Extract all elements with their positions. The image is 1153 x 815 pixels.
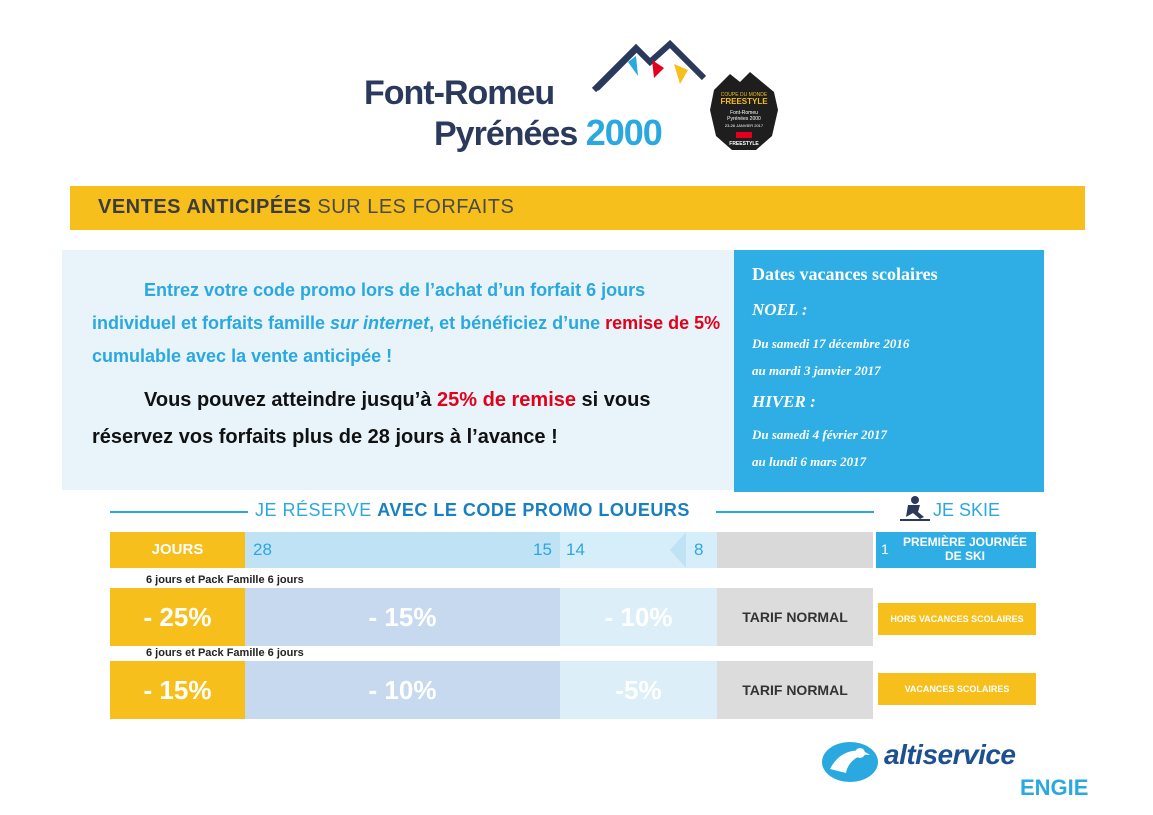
day-28: 28: [253, 540, 272, 559]
logo-name-line1: Font-Romeu: [364, 74, 555, 112]
badge-text-2: Font-Romeu: [730, 110, 758, 116]
day-8: 8: [694, 540, 704, 559]
badge-text-5: FREESTYLE: [729, 141, 759, 147]
first-day-label: PREMIÈRE JOURNÉE DE SKI: [902, 535, 1028, 563]
row1-discount-25: - 25%: [110, 588, 245, 646]
mountains-icon: [588, 38, 708, 98]
day-strip-28-15: [245, 532, 560, 568]
day-15: 15: [533, 540, 552, 559]
hiver-heading: HIVER :: [752, 392, 816, 411]
row1-discount-15: - 15%: [245, 588, 560, 646]
row2-discount-5: -5%: [560, 661, 717, 719]
row2-normal-rate: TARIF NORMAL: [717, 661, 873, 719]
hiver-line-1: Du samedi 4 février 2017: [752, 427, 888, 442]
row1-caption: 6 jours et Pack Famille 6 jours: [146, 574, 304, 586]
noel-line-2: au mardi 3 janvier 2017: [752, 363, 881, 378]
jours-header: JOURS: [110, 532, 245, 568]
promo-paragraph-1: [92, 274, 732, 373]
promo-p1-red: remise de 5%: [605, 313, 721, 333]
day-strip-14-8: [560, 532, 717, 568]
promo-p2-b: si vous réservez vos forfaits plus de 28 jours à l’avance !: [92, 389, 651, 448]
altiservice-name: [884, 739, 1016, 771]
badge-text-1: FREESTYLE: [720, 97, 768, 106]
alti-post: service: [922, 739, 1016, 770]
ventes-anticipees-banner: [70, 186, 1085, 230]
promo-paragraph-2: [92, 382, 732, 456]
first-day-number: 1: [881, 541, 889, 557]
alti-pre: alti: [884, 739, 923, 770]
je-skie-label: JE SKIE: [933, 500, 1001, 520]
day-strip-grey: [717, 532, 873, 568]
row1-tag-hors-vacances: HORS VACANCES SCOLAIRES: [878, 603, 1036, 635]
banner-title: [98, 196, 514, 219]
skier-icon: [898, 495, 932, 523]
row1-normal-rate: TARIF NORMAL: [717, 588, 873, 646]
rule-right: [716, 511, 874, 513]
school-holidays-box: [734, 250, 1044, 492]
logo-pyrenees: Pyrénées: [434, 115, 578, 153]
logo-name-line2: [434, 112, 662, 154]
first-ski-day: [876, 532, 1036, 568]
altiservice-logo: [820, 735, 1110, 805]
freestyle-world-cup-badge: [706, 70, 782, 154]
row1-discount-10: - 10%: [560, 588, 717, 646]
banner-rest: SUR LES FORFAITS: [317, 196, 515, 218]
promo-p2-a: Vous pouvez atteindre jusqu’à: [144, 389, 438, 411]
logo-year: 2000: [585, 112, 662, 153]
promo-p1-a: Entrez votre code promo lors de l’achat d’un forfait 6 jours individuel et forfaits famille: [92, 280, 646, 333]
engie-name: ENGIE: [1020, 775, 1089, 800]
noel-line-1: Du samedi 17 décembre 2016: [752, 336, 910, 351]
banner-bold: VENTES ANTICIPÉES: [98, 196, 312, 218]
promo-p2-red: 25% de remise: [437, 389, 576, 411]
reserve-label: [255, 500, 690, 521]
promo-p1-b: , et bénéficiez d’une: [429, 313, 606, 333]
altiservice-swirl-icon: [820, 739, 880, 785]
noel-heading: NOEL :: [752, 300, 808, 319]
rule-left: [110, 511, 248, 513]
arrow-marker: [670, 532, 686, 568]
promo-info-box: [62, 250, 734, 490]
reserve-light: JE RÉSERVE: [255, 500, 378, 520]
row2-discount-10: - 10%: [245, 661, 560, 719]
reserve-bold: AVEC LE CODE PROMO LOUEURS: [377, 500, 690, 520]
row2-caption: 6 jours et Pack Famille 6 jours: [146, 647, 304, 659]
day-14: 14: [566, 540, 585, 559]
holidays-title: Dates vacances scolaires: [752, 264, 938, 284]
hiver-line-2: au lundi 6 mars 2017: [752, 454, 867, 469]
font-romeu-logo: [360, 38, 700, 158]
row2-discount-15: - 15%: [110, 661, 245, 719]
badge-text-3: Pyrénées 2000: [727, 116, 761, 122]
promo-p1-c: cumulable avec la vente anticipée !: [92, 346, 393, 366]
badge-text-4: 23-26 JANVIER 2017: [724, 123, 764, 128]
promo-p1-italic: sur internet: [330, 313, 430, 333]
badge-text-0: COUPE DU MONDE: [720, 92, 768, 98]
row2-tag-vacances: VACANCES SCOLAIRES: [878, 673, 1036, 705]
